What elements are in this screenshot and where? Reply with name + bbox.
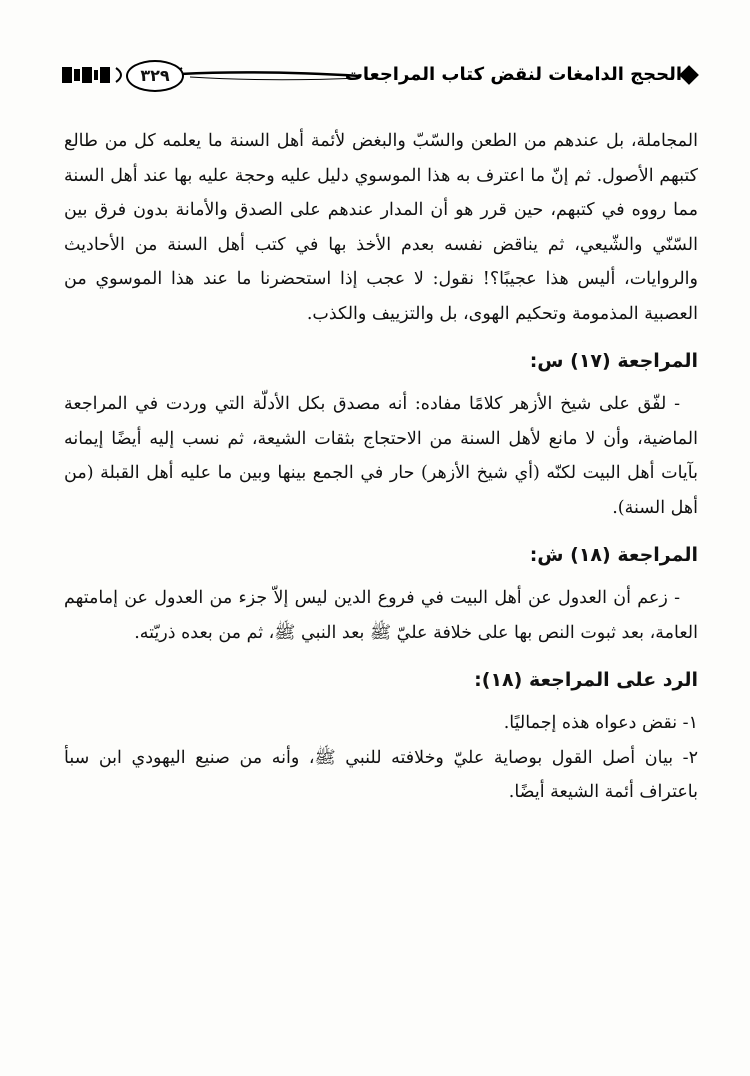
page-content [64, 124, 698, 810]
paragraph-3: - زعم أن العدول عن أهل البيت في فروع الدين ليس إلاّ جزء من العدول عن إمامتهم العامة، بعد ثبوت النص بها على خلافة عليّ ﷺ بعد النبي ﷺ، ثم من بعده ذريّته. [64, 588, 698, 643]
paragraph-1: المجاملة، بل عندهم من الطعن والسّبّ والبغض لأئمة أهل السنة ما يعلمه كل من طالع كتبهم الأصول. ثم إنّ ما اعترف به هذا الموسوي دليل عليه وحجة عليه بها عند أهل السنة مما رووه في كتبهم، حين قرر هو أن المدار عندهم على الصدق والأمانة بدون فرق بين السّنّي والشّيعي، ثم يناقض نفسه بعدم الأخذ بها في كتب أهل السنة من الأحاديث والروايات، أليس هذا عجيبًا؟! نقول: لا عجب إذا استحضرنا ما عند هذا الموسوي من العصبية المذمومة وتحكيم الهوى، بل والتزييف والكذب. [64, 131, 698, 324]
section-heading-reply-18: الرد على المراجعة (١٨): [474, 669, 698, 691]
running-title: الحجج الدامغات لنقض كتاب المراجعات [344, 64, 682, 85]
section-heading-17: المراجعة (١٧) س: [529, 350, 698, 372]
paragraph-2: - لفّق على شيخ الأزهر كلامًا مفاده: أنه مصدق بكل الأدلّة التي وردت في المراجعة الماضية، وأن لا مانع لأهل السنة من الاحتجاج بثقات الشيعة، ثم نسب إليه أيضًا إيمانه بآيات أهل البيت لكنّه (أي شيخ الأزهر) حار في الجمع بينها وبين ما عليه أهل القبلة (من أهل السنة). [64, 394, 698, 518]
page-header [60, 58, 700, 98]
section-heading-18: المراجعة (١٨) ش: [529, 544, 698, 566]
list-item-1: ١- نقض دعواه هذه إجماليًا. [503, 713, 698, 733]
page-number: ٣٢٩ [126, 60, 184, 92]
list-item-2: ٢- بيان أصل القول بوصاية عليّ وخلافته للنبي ﷺ، وأنه من صنيع اليهودي ابن سبأ باعتراف أئمة الشيعة أيضًا. [64, 747, 698, 802]
